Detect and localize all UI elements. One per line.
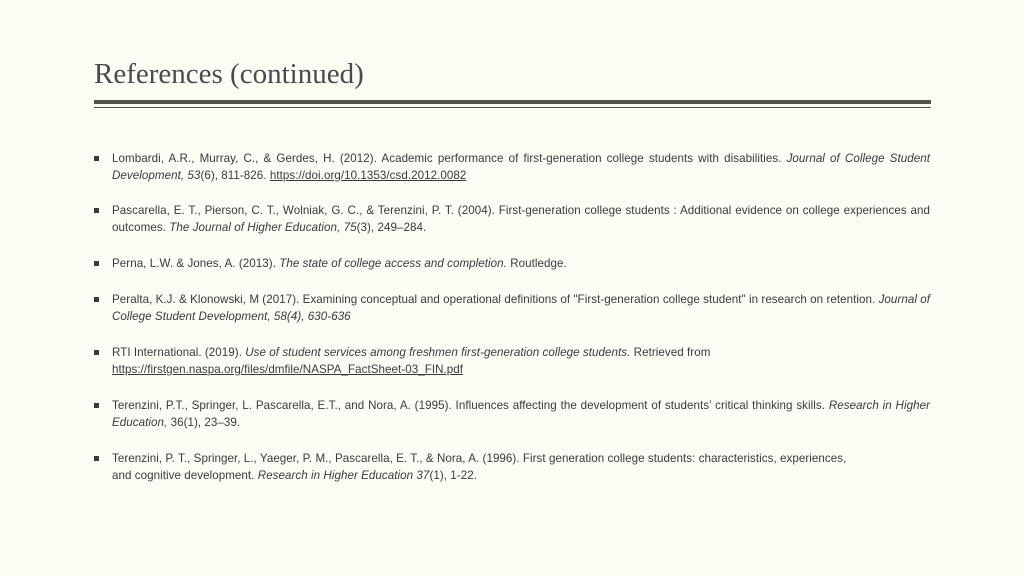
reference-text: Terenzini, P.T., Springer, L. Pascarella, E.T., and Nora, A. (1995). Influences affecting the development of students’ critical thinking skills. xyxy=(112,399,829,412)
reference-item-terenzini-1995 xyxy=(94,397,930,431)
reference-link[interactable]: https://doi.org/10.1353/csd.2012.0082 xyxy=(269,169,467,182)
reference-text-tail: 36(1), 23–39. xyxy=(167,416,241,429)
reference-source: Journal of College Student Development, 58(4), 630-636 xyxy=(112,293,930,323)
slide-title: References (continued) xyxy=(94,58,364,90)
bullet-icon xyxy=(94,297,99,302)
reference-item-terenzini-1996 xyxy=(94,450,852,484)
reference-text-tail: (6), 811-826. xyxy=(200,169,270,182)
reference-list xyxy=(94,150,930,484)
reference-source: Journal of College Student Development, 53 xyxy=(112,152,930,182)
reference-text-tail: (3), 249–284. xyxy=(356,221,427,234)
reference-text-tail: Routledge. xyxy=(506,257,567,270)
bullet-icon xyxy=(94,208,99,213)
bullet-icon xyxy=(94,261,99,266)
reference-source: Research in Higher Education, xyxy=(112,399,930,429)
title-divider-thick xyxy=(94,100,931,104)
reference-link[interactable]: https://firstgen.naspa.org/files/dmfile/NASPA_FactSheet-03_FIN.pdf xyxy=(112,363,464,376)
reference-item-rti xyxy=(94,344,732,378)
reference-item-pascarella xyxy=(94,202,930,236)
reference-text: Lombardi, A.R., Murray, C., & Gerdes, H. (2012). Academic performance of first-generation college students with disabilities. xyxy=(112,152,787,165)
reference-text-tail: (1), 1-22. xyxy=(429,469,477,482)
reference-item-lombardi xyxy=(94,150,930,184)
bullet-icon xyxy=(94,350,99,355)
title-divider-thin xyxy=(94,107,931,108)
reference-text: Peralta, K.J. & Klonowski, M (2017). Examining conceptual and operational definitions of "First-generation college student" in research on retention. xyxy=(112,293,879,306)
reference-item-perna xyxy=(94,255,930,272)
bullet-icon xyxy=(94,403,99,408)
reference-source: The Journal of Higher Education, 75 xyxy=(169,221,357,234)
bullet-icon xyxy=(94,456,99,461)
bullet-icon xyxy=(94,156,99,161)
reference-source: Research in Higher Education 37 xyxy=(257,469,430,482)
reference-text: Terenzini, P. T., Springer, L., Yaeger, P. M., Pascarella, E. T., & Nora, A. (1996). First generation college students: characteristics, experiences, and cognitive development. xyxy=(112,452,847,482)
reference-source: Use of student services among freshmen first-generation college students. xyxy=(245,346,631,359)
reference-text: Perna, L.W. & Jones, A. (2013). xyxy=(112,257,280,270)
reference-text: Pascarella, E. T., Pierson, C. T., Wolniak, G. C., & Terenzini, P. T. (2004). First-generation college students : Additional evidence on college experiences and outcomes. xyxy=(112,204,930,234)
reference-item-peralta xyxy=(94,291,930,325)
reference-text-tail: Retrieved from xyxy=(630,346,711,359)
reference-text: RTI International. (2019). xyxy=(112,346,246,359)
reference-source: The state of college access and completion. xyxy=(279,257,507,270)
